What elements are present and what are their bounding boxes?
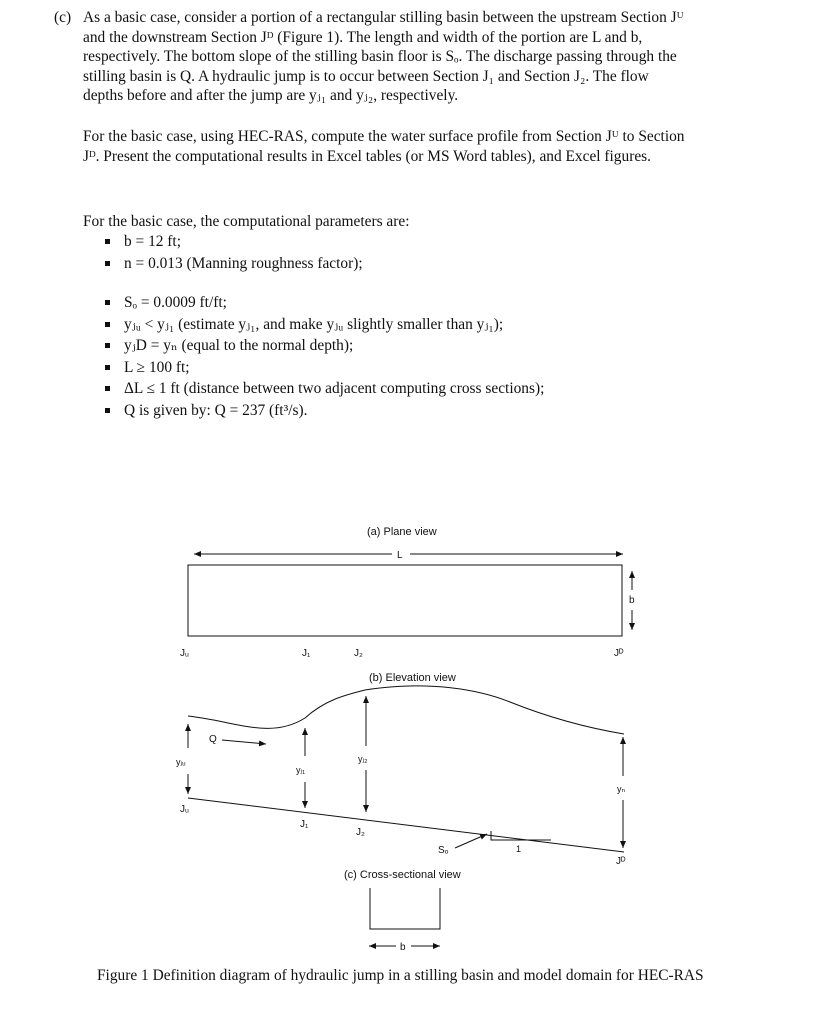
param-item: Sₒ = 0.0009 ft/ft; — [96, 292, 544, 314]
slope-triangle — [491, 831, 551, 840]
elevation-view-title: (b) Elevation view — [369, 672, 456, 684]
problem-label: (c) — [54, 9, 72, 26]
water-surface-profile — [188, 686, 624, 734]
channel-bed — [188, 798, 624, 852]
bed-jd-label: Jᴰ — [616, 856, 626, 867]
slope-pointer-arrow — [455, 834, 487, 848]
figure-caption: Figure 1 Definition diagram of hydraulic jump in a stilling basin and model domain for HEC-RAS — [97, 967, 704, 984]
section-j1-label: J₁ — [302, 648, 311, 659]
para2-line: Jᴰ. Present the computational results in Excel tables (or MS Word tables), and Excel figures. — [83, 147, 651, 165]
slope-label: Sₒ — [438, 845, 449, 856]
section-ju-label: Jᵤ — [180, 648, 189, 659]
section-j2-label: J₂ — [354, 648, 363, 659]
param-item: ΔL ≤ 1 ft (distance between two adjacent computing cross sections); — [96, 378, 544, 400]
slope-run-label: 1 — [516, 844, 522, 854]
param-item: yⱼᵤ < yⱼ₁ (estimate yⱼ₁, and make yⱼᵤ slightly smaller than yⱼ₁); — [96, 314, 544, 336]
para1-line: depths before and after the jump are yⱼ₁ and yⱼ₂, respectively. — [83, 87, 459, 105]
bed-j2-label: J₂ — [356, 827, 365, 838]
bed-j1-label: J₁ — [300, 819, 309, 830]
param-item: yⱼD = yₙ (equal to the normal depth); — [96, 335, 544, 357]
plane-view-title: (a) Plane view — [367, 526, 437, 538]
param-item: b = 12 ft; — [96, 231, 363, 253]
depth-yn-label: yₙ — [617, 784, 626, 794]
discharge-label: Q — [209, 734, 217, 745]
bed-ju-label: Jᵤ — [180, 804, 189, 815]
cross-width-label: b — [400, 942, 406, 953]
para1-line: respectively. The bottom slope of the stilling basin floor is Sₒ. The discharge passing through the — [83, 48, 677, 66]
para1-line: and the downstream Section Jᴰ (Figure 1). The length and width of the portion are L and b, — [83, 28, 643, 46]
param-item: n = 0.013 (Manning roughness factor); — [96, 253, 363, 275]
length-label: L — [397, 550, 403, 561]
param-item: Q is given by: Q = 237 (ft³/s). — [96, 400, 544, 422]
para2-line: For the basic case, using HEC-RAS, compute the water surface profile from Section Jᵁ to Section — [83, 128, 685, 145]
params-intro: For the basic case, the computational parameters are: — [83, 213, 410, 230]
width-label: b — [629, 595, 635, 606]
depth-yj2-label: yⱼ₂ — [358, 754, 368, 764]
para1-line: stilling basin is Q. A hydraulic jump is to occur between Section J₁ and Section J₂. The flow — [83, 67, 649, 85]
depth-yju-label: yⱼᵤ — [176, 757, 186, 767]
section-jd-label: Jᴰ — [614, 648, 624, 659]
plane-view-basin — [188, 565, 622, 636]
para1-line: As a basic case, consider a portion of a rectangular stilling basin between the upstream Section Jᵁ — [83, 9, 684, 26]
discharge-arrow — [222, 740, 266, 744]
depth-yj1-label: yⱼ₁ — [296, 765, 306, 775]
param-item: L ≥ 100 ft; — [96, 357, 544, 379]
cross-section-channel — [370, 888, 440, 929]
cross-section-title: (c) Cross-sectional view — [344, 869, 461, 881]
